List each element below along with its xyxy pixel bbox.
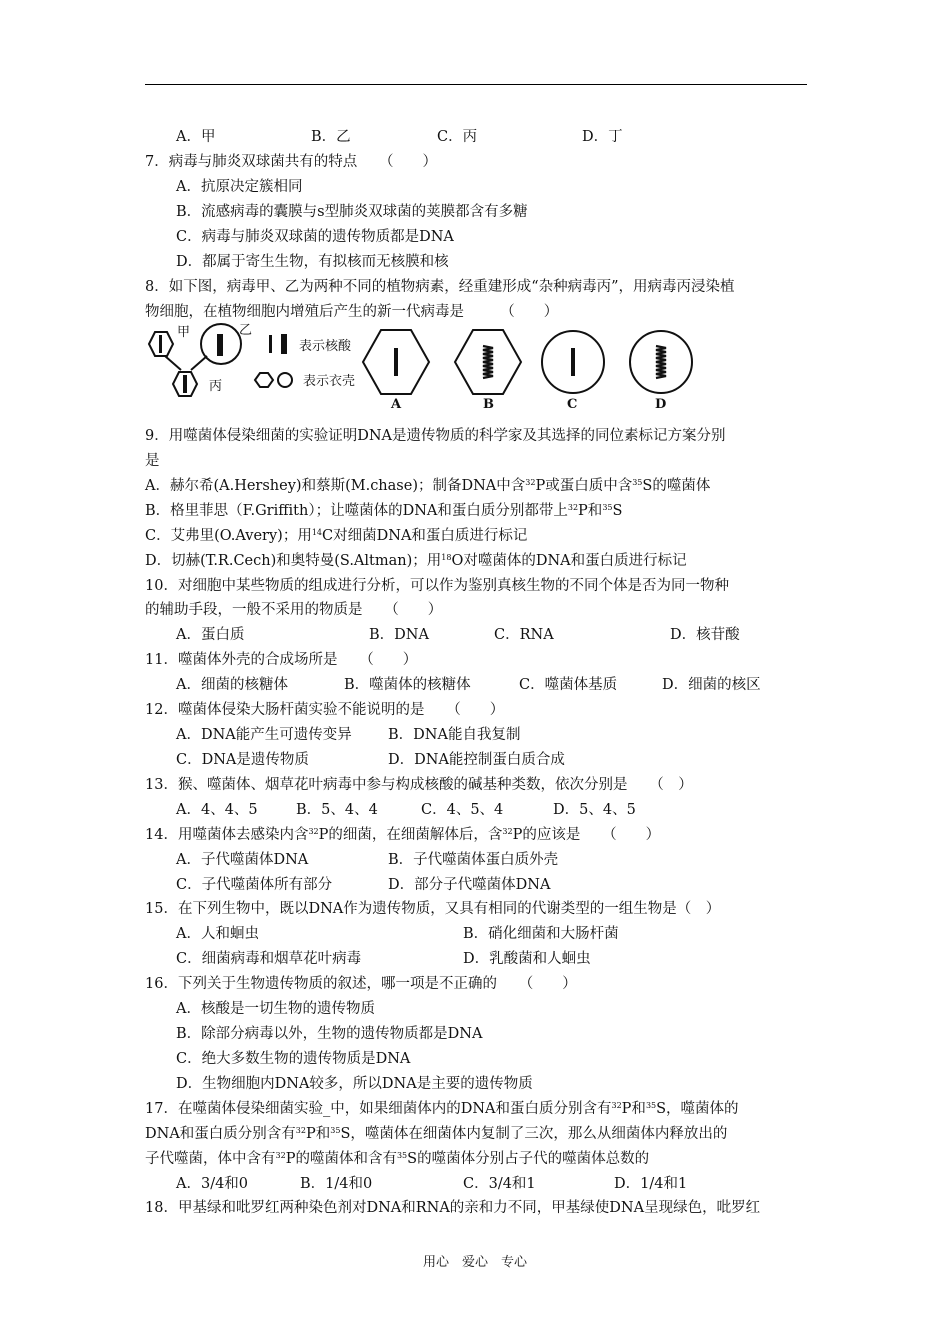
q16-option-b: B．除部分病毒以外，生物的遗传物质都是DNA xyxy=(176,1026,483,1042)
q9-option-b: B．格里菲思（F.Griffith）；让噬菌体的DNA和蛋白质分别都带上$^{32}$P和$^{35}$S xyxy=(145,503,623,519)
q13-stem: 13．猴、噬菌体、烟草花叶病毒中参与构成核酸的碱基种类数，依次分别是 （ ） xyxy=(145,777,693,793)
legend-thin-rod xyxy=(269,335,272,353)
q11-stem: 11．噬菌体外壳的合成场所是 （ ） xyxy=(145,652,418,668)
legend-capsid-label: 表示衣壳 xyxy=(303,374,356,389)
q10-option-d: D．核苷酸 xyxy=(670,627,740,643)
q10-option-a: A．蛋白质 xyxy=(176,627,245,643)
q7-option-c: C．病毒与肺炎双球菌的遗传物质都是DNA xyxy=(176,229,454,245)
q12-option-c: C．DNA是遗传物质 xyxy=(176,752,309,768)
q12-option-a: A．DNA能产生可遗传变异 xyxy=(176,727,352,743)
q13-option-d: D．5、4、5 xyxy=(553,802,636,818)
q14-option-c: C．子代噬菌体所有部分 xyxy=(176,877,333,893)
q16-option-c: C．绝大多数生物的遗传物质是DNA xyxy=(176,1051,411,1067)
q9-option-a: A．赫尔希(A.Hershey)和蔡斯(M.chase)；制备DNA中含$^{32}$P或蛋白质中含$^{35}$S的噬菌体 xyxy=(145,478,711,494)
label-jia: 甲 xyxy=(177,325,191,340)
header-rule xyxy=(145,84,807,85)
q16-stem: 16．下列关于生物遗传物质的叙述，哪一项是不正确的 （ ） xyxy=(145,976,577,992)
q11-option-d: D．细菌的核区 xyxy=(662,677,761,693)
q6-option-a: A．甲 xyxy=(176,129,216,145)
q15-stem: 15．在下列生物中，既以DNA作为遗传物质，又具有相同的代谢类型的一组生物是（ ） xyxy=(145,901,721,917)
q7-option-d: D．都属于寄生生物，有拟核而无核膜和核 xyxy=(176,254,449,270)
q17-option-a: A．3/4和0 xyxy=(176,1176,249,1192)
q17-option-c: C．3/4和1 xyxy=(463,1176,536,1192)
q8-stem-line2: 物细胞，在植物细胞内增殖后产生的新一代病毒是 （ ） xyxy=(145,304,559,320)
q12-stem: 12．噬菌体侵染大肠杆菌实验不能说明的是 （ ） xyxy=(145,702,505,718)
q6-option-c: C．丙 xyxy=(437,129,478,145)
legend-hexagon xyxy=(255,373,273,387)
q9-option-c: C．艾弗里(O.Avery)；用$^{14}$C对细菌DNA和蛋白质进行标记 xyxy=(145,528,528,544)
q17-option-d: D．1/4和1 xyxy=(614,1176,688,1192)
legend-nucleic-label: 表示核酸 xyxy=(299,339,352,354)
virus-yi-nucleic xyxy=(217,334,223,356)
q11-option-a: A．细菌的核糖体 xyxy=(176,677,288,693)
q17-stem-line2: DNA和蛋白质分别含有$^{32}$P和$^{35}$S，噬菌体在细菌体内复制了三次，那么从细菌体内释放出的 xyxy=(145,1126,728,1142)
q12-option-d: D．DNA能控制蛋白质合成 xyxy=(388,752,565,768)
choice-d-label: D xyxy=(655,397,667,410)
q9-stem-line2: 是 xyxy=(145,453,160,469)
q12-option-b: B．DNA能自我复制 xyxy=(388,727,521,743)
virus-bing-nucleic xyxy=(183,375,187,393)
label-yi: 乙 xyxy=(239,323,253,338)
q9-stem-line1: 9．用噬菌体侵染细菌的实验证明DNA是遗传物质的科学家及其选择的同位素标记方案分别 xyxy=(145,428,726,444)
q18-stem: 18．甲基绿和吡罗红两种染色剂对DNA和RNA的亲和力不同，甲基绿使DNA呈现绿色，吡罗红 xyxy=(145,1200,761,1216)
legend-thick-rod xyxy=(281,334,287,354)
q17-stem-line3: 子代噬菌，体中含有$^{32}$P的噬菌体和含有$^{35}$S的噬菌体分别占子代的噬菌体总数的 xyxy=(145,1151,650,1167)
q11-option-b: B．噬菌体的核糖体 xyxy=(344,677,471,693)
q13-option-a: A．4、4、5 xyxy=(176,802,258,818)
choice-c-nucleic xyxy=(571,348,575,376)
q9-option-d: D．切赫(T.R.Cech)和奥特曼(S.Altman)；用$^{18}$O对噬菌体的DNA和蛋白质进行标记 xyxy=(145,553,687,569)
q10-option-b: B．DNA xyxy=(369,627,429,643)
page-footer: 用心 爱心 专心 xyxy=(422,1255,527,1270)
q15-option-a: A．人和蛔虫 xyxy=(176,926,259,942)
q15-option-d: D．乳酸菌和人蛔虫 xyxy=(463,951,591,967)
virus-diagram xyxy=(143,322,703,410)
label-bing: 丙 xyxy=(209,379,223,394)
q16-option-d: D．生物细胞内DNA较多，所以DNA是主要的遗传物质 xyxy=(176,1076,533,1092)
q14-option-a: A．子代噬菌体DNA xyxy=(176,852,309,868)
q6-option-d: D．丁 xyxy=(582,129,623,145)
q10-stem-line2: 的辅助手段，一般不采用的物质是 （ ） xyxy=(145,602,443,618)
q13-option-c: C．4、5、4 xyxy=(421,802,504,818)
choice-a-nucleic xyxy=(394,348,398,376)
q14-option-d: D．部分子代噬菌体DNA xyxy=(388,877,551,893)
choice-c-label: C xyxy=(567,397,578,410)
q17-stem-line1: 17．在噬菌体侵染细菌实验_中，如果细菌体内的DNA和蛋白质分别含有$^{32}$P和$^{35}$S，噬菌体的 xyxy=(145,1101,739,1117)
q7-option-b: B．流感病毒的囊膜与s型肺炎双球菌的荚膜都含有多糖 xyxy=(176,204,528,220)
q14-option-b: B．子代噬菌体蛋白质外壳 xyxy=(388,852,559,868)
choice-b-label: B xyxy=(483,397,494,410)
q10-stem-line1: 10．对细胞中某些物质的组成进行分析，可以作为鉴别真核生物的不同个体是否为同一物种 xyxy=(145,578,729,594)
choice-a-label: A xyxy=(391,397,402,410)
q6-option-b: B．乙 xyxy=(311,129,351,145)
q8-stem-line1: 8．如下图，病毒甲、乙为两种不同的植物病素，经重建形成“杂种病毒丙”，用病毒丙浸染植 xyxy=(145,279,735,295)
q11-option-c: C．噬菌体基质 xyxy=(519,677,618,693)
virus-jia-nucleic xyxy=(159,335,162,353)
q13-option-b: B．5、4、4 xyxy=(296,802,378,818)
choice-b-nucleic xyxy=(483,346,493,378)
q10-option-c: C．RNA xyxy=(494,627,554,643)
q16-option-a: A．核酸是一切生物的遗传物质 xyxy=(176,1001,375,1017)
choice-d-nucleic xyxy=(656,346,666,378)
q14-stem: 14．用噬菌体去感染内含$^{32}$P的细菌，在细菌解体后，含$^{32}$P的应该是 （ ） xyxy=(145,827,661,843)
q15-option-b: B．硝化细菌和大肠杆菌 xyxy=(463,926,619,942)
q7-stem: 7．病毒与肺炎双球菌共有的特点 （ ） xyxy=(145,154,437,170)
q7-option-a: A．抗原决定簇相同 xyxy=(176,179,303,195)
legend-circle xyxy=(278,373,292,387)
q17-option-b: B．1/4和0 xyxy=(300,1176,373,1192)
q15-option-c: C．细菌病毒和烟草花叶病毒 xyxy=(176,951,362,967)
